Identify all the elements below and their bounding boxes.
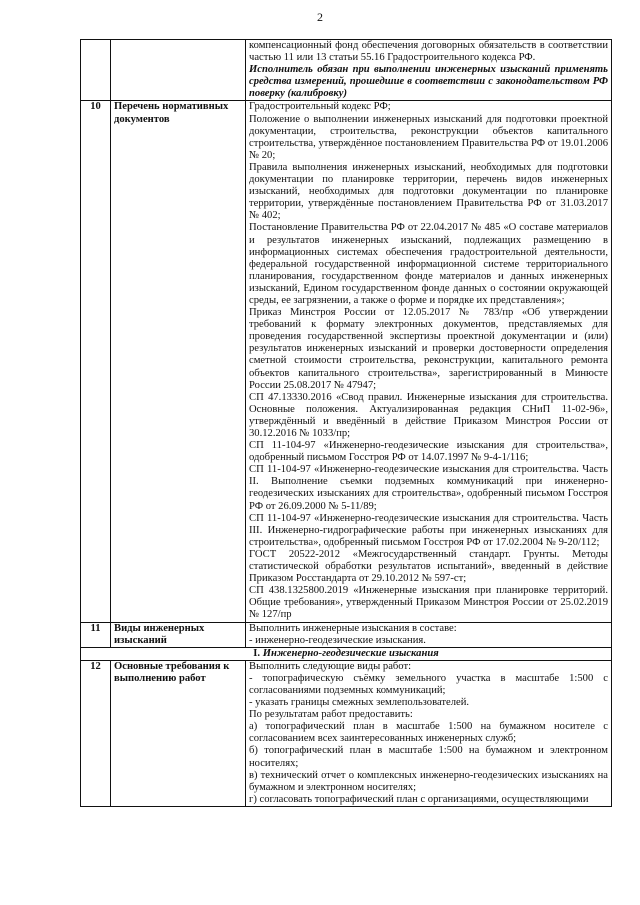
table-row-10 (81, 101, 612, 622)
list-item: СП 11-104-97 «Инженерно-геодезические изыскания для строительства», одобренный письмом Госстроя РФ от 14.07.1997 № 9-4-1/116; (249, 440, 608, 464)
list-item: СП 11-104-97 «Инженерно-геодезические изыскания для строительства. Часть II. Выполнение съемки подземных коммуникаций при инженерно-геодезических изысканиях для строительства», одобренный письмом Госстроя РФ от 26.09.2000 № 5-11/89; (249, 464, 608, 512)
section-header (81, 647, 612, 660)
continuation-cell (246, 40, 612, 101)
table-row-section (81, 647, 612, 660)
list-item: СП 438.1325800.2019 «Инженерные изыскания при планировке территорий. Общие требования», утвержденный Приказом Минстроя России от 25.02.2019 № 127/пр (249, 585, 608, 621)
list-item: - топографическую съёмку земельного участка в масштабе 1:500 с согласованиями подземных коммуникаций; (249, 672, 608, 696)
requirements-table (80, 39, 612, 807)
continuation-emphasis: Исполнитель обязан при выполнении инженерных изысканий применять средства измерений, прошедшие в соответствии с законодательством РФ поверку (калибровку) (249, 64, 608, 100)
list-item: По результатам работ предоставить: (249, 709, 413, 721)
table-row-12 (81, 660, 612, 806)
section-prefix: I. (253, 647, 261, 659)
list-item: - инженерно-геодезические изыскания. (249, 634, 426, 646)
row-title: Перечень нормативных документов (111, 101, 246, 622)
continuation-text: компенсационный фонд обеспечения договорных обязательств в соответствии частью 11 или 13 статьи 55.16 Градостроительного кодекса РФ. (249, 40, 608, 64)
table-row-continuation (81, 40, 612, 101)
row-number: 12 (81, 660, 111, 806)
list-item: Постановление Правительства РФ от 22.04.2017 № 485 «О составе материалов и результатов инженерных изысканий, подлежащих размещению в информационных системах обеспечения градостроительной деятельности, федеральной государственной информационной системе территориального планирования, государственном фонде материалов и данных инженерных изысканий, Едином государственном фонде данных о состоянии окружающей среды, ее загрязнении, а также о форме и порядке их представления»; (249, 222, 608, 306)
list-item: Выполнить следующие виды работ: (249, 660, 412, 672)
list-item: СП 47.13330.2016 «Свод правил. Инженерные изыскания для строительства. Основные положения. Актуализированная редакция СНиП 11-02-96», утверждённый и введённый в действие Приказом Минстроя России от 30.12.2016 № 1033/пр; (249, 391, 608, 439)
row-content (246, 622, 612, 647)
table-cell-empty (111, 40, 246, 101)
list-item: б) топографический план в масштабе 1:500 на бумажном и электронном носителях; (249, 745, 608, 769)
list-item: Градостроительный кодекс РФ; (249, 101, 391, 113)
list-item: Положение о выполнении инженерных изысканий для подготовки проектной документации, строительства, реконструкции объектов капитального строительства, утверждённое постановлением Правительства РФ от 19.01.2006 № 20; (249, 113, 608, 161)
list-item: ГОСТ 20522-2012 «Межгосударственный стандарт. Грунты. Методы статистической обработки результатов испытаний», введенный в действие Приказом Росстандарта от 29.10.2012 № 597-ст; (249, 548, 608, 585)
row-title: Виды инженерных изысканий (111, 622, 246, 647)
row-number: 11 (81, 622, 111, 647)
list-item: СП 11-104-97 «Инженерно-геодезические изыскания для строительства. Часть III. Инженерно-гидрографические работы при инженерных изысканиях для строительства», одобренный письмом Госстроя РФ от 17.02.2004 № 9-20/112; (249, 512, 608, 548)
table-row-11 (81, 622, 612, 647)
row-title: Основные требования к выполнению работ (111, 660, 246, 806)
list-item: а) топографический план в масштабе 1:500 на бумажном носителе с согласованием всех заинтересованных инженерных служб; (249, 721, 608, 745)
list-item: Правила выполнения инженерных изысканий, необходимых для подготовки документации по планировке территории, перечень видов инженерных изысканий, необходимых для подготовки документации по планировке территории, утверждённые постановлением Правительства РФ от 31.03.2017 № 402; (249, 161, 608, 222)
list-item: Выполнить инженерные изыскания в составе: (249, 622, 457, 634)
row-content (246, 660, 612, 806)
list-item: - указать границы смежных землепользователей. (249, 697, 470, 709)
list-item: Приказ Минстроя России от 12.05.2017 № 783/пр «Об утверждении требований к формату электронных документов, представляемых для проведения государственной экспертизы проектной документации и (или) результатов инженерных изысканий и проверки достоверности определения сметной стоимости строительства, реконструкции, капитального ремонта объектов капитального строительства», зарегистрированный в Минюсте России 25.08.2017 № 47947; (249, 307, 608, 391)
list-item: в) технический отчет о комплексных инженерно-геодезических изысканиях на бумажном и электронном носителях; (249, 769, 608, 793)
section-title: Инженерно-геодезические изыскания (262, 647, 439, 659)
row-content (246, 101, 612, 622)
table-cell-empty (81, 40, 111, 101)
list-item: г) согласовать топографический план с организациями, осуществляющими (249, 793, 589, 805)
row-number: 10 (81, 101, 111, 622)
page-number: 2 (317, 10, 323, 24)
